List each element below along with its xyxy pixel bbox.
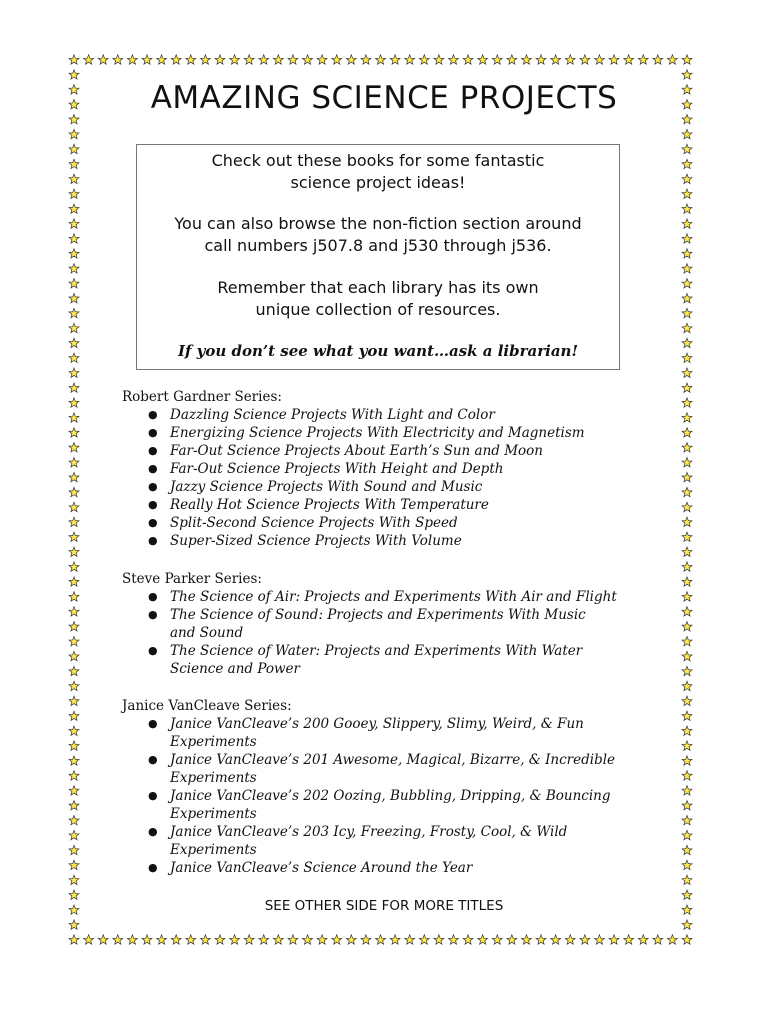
star-icon — [376, 55, 386, 64]
star-icon — [171, 935, 181, 944]
book-title — [122, 532, 662, 550]
star-icon — [609, 55, 619, 64]
star-icon — [682, 532, 692, 541]
star-icon — [682, 323, 692, 332]
star-icon — [69, 70, 79, 79]
bullet-icon: ● — [148, 516, 158, 529]
star-icon — [682, 636, 692, 645]
star-icon — [667, 935, 677, 944]
star-icon — [419, 55, 429, 64]
star-icon — [478, 55, 488, 64]
star-icon — [84, 935, 94, 944]
star-icon — [638, 55, 648, 64]
series-header: Steve Parker Series: — [122, 571, 262, 587]
star-icon — [69, 711, 79, 720]
star-icon — [69, 100, 79, 109]
book-title — [122, 406, 662, 424]
intro-line: Check out these books for some fantastic — [211, 151, 545, 170]
star-icon — [69, 935, 79, 944]
star-icon — [69, 726, 79, 735]
star-icon — [551, 55, 561, 64]
star-icon — [69, 771, 79, 780]
star-icon — [69, 323, 79, 332]
star-icon — [69, 905, 79, 914]
star-icon — [682, 935, 692, 944]
star-icon — [142, 935, 152, 944]
star-icon — [667, 55, 677, 64]
star-icon — [230, 935, 240, 944]
series-section-parker — [122, 570, 662, 678]
book-title — [122, 588, 662, 606]
star-icon — [682, 875, 692, 884]
star-icon — [69, 532, 79, 541]
star-icon — [682, 398, 692, 407]
star-icon — [69, 815, 79, 824]
series-section-vancleave — [122, 697, 662, 877]
star-icon — [69, 219, 79, 228]
star-icon — [536, 935, 546, 944]
star-icon — [624, 55, 634, 64]
star-icon — [682, 622, 692, 631]
book-list — [122, 715, 662, 877]
intro-line: You can also browse the non-fiction section around — [174, 214, 582, 233]
star-icon — [682, 204, 692, 213]
star-icon — [69, 830, 79, 839]
star-icon — [69, 368, 79, 377]
intro-line: call numbers j507.8 and j530 through j536. — [204, 236, 552, 255]
star-icon — [69, 264, 79, 273]
star-icon — [69, 756, 79, 765]
star-icon — [682, 279, 692, 288]
star-icon — [157, 935, 167, 944]
star-icon — [682, 592, 692, 601]
bullet-icon: ● — [148, 825, 158, 838]
footer-note: SEE OTHER SIDE FOR MORE TITLES — [264, 898, 504, 914]
star-icon — [682, 308, 692, 317]
star-icon — [69, 562, 79, 571]
star-icon — [215, 935, 225, 944]
star-icon — [69, 845, 79, 854]
star-icon — [69, 517, 79, 526]
bullet-icon: ● — [148, 444, 158, 457]
star-icon — [551, 935, 561, 944]
star-icon — [69, 681, 79, 690]
star-icon — [682, 771, 692, 780]
star-icon — [69, 801, 79, 810]
star-icon — [69, 159, 79, 168]
star-icon — [69, 114, 79, 123]
star-icon — [244, 935, 254, 944]
star-icon — [682, 666, 692, 675]
book-title-line: Experiments — [170, 842, 257, 858]
star-icon — [638, 935, 648, 944]
star-icon — [624, 935, 634, 944]
book-title — [122, 606, 662, 642]
book-title-line: and Sound — [170, 625, 244, 641]
star-icon — [69, 144, 79, 153]
star-icon — [682, 443, 692, 452]
bullet-icon: ● — [148, 426, 158, 439]
page-title: AMAZING SCIENCE PROJECTS — [150, 80, 618, 116]
book-title — [122, 787, 662, 823]
intro-line: If you don’t see what you want…ask a librarian! — [177, 342, 579, 360]
book-title-line: Janice VanCleave’s 200 Gooey, Slippery, Slimy, Weird, & Fun — [170, 716, 584, 732]
star-icon — [463, 55, 473, 64]
book-title-line: Experiments — [170, 806, 257, 822]
star-icon — [682, 890, 692, 899]
star-icon — [84, 55, 94, 64]
bullet-icon: ● — [148, 861, 158, 874]
star-icon — [69, 55, 79, 64]
star-icon — [653, 935, 663, 944]
star-icon — [682, 144, 692, 153]
star-icon — [682, 741, 692, 750]
star-icon — [69, 696, 79, 705]
star-icon — [69, 353, 79, 362]
bullet-icon: ● — [148, 753, 158, 766]
star-icon — [69, 189, 79, 198]
star-icon — [463, 935, 473, 944]
book-title — [122, 642, 662, 678]
star-icon — [682, 159, 692, 168]
star-icon — [69, 666, 79, 675]
star-icon — [244, 55, 254, 64]
book-title — [122, 751, 662, 787]
bullet-icon: ● — [148, 534, 158, 547]
star-icon — [565, 935, 575, 944]
star-icon — [682, 264, 692, 273]
star-icon — [682, 129, 692, 138]
star-icon — [288, 55, 298, 64]
book-title-line: Experiments — [170, 770, 257, 786]
book-list — [122, 406, 662, 550]
star-icon — [682, 338, 692, 347]
star-icon — [127, 55, 137, 64]
star-icon — [507, 55, 517, 64]
star-icon — [449, 55, 459, 64]
star-icon — [492, 55, 502, 64]
series-section-gardner — [122, 388, 662, 550]
star-icon — [157, 55, 167, 64]
star-icon — [449, 935, 459, 944]
star-icon — [69, 860, 79, 869]
star-icon — [580, 55, 590, 64]
intro-line: unique collection of resources. — [255, 300, 501, 319]
star-icon — [682, 472, 692, 481]
bullet-icon: ● — [148, 608, 158, 621]
star-icon — [69, 234, 79, 243]
star-icon — [69, 249, 79, 258]
star-icon — [682, 920, 692, 929]
book-title-line: The Science of Water: Projects and Experiments With Water — [170, 643, 583, 659]
star-icon — [434, 55, 444, 64]
book-title-line: Jazzy Science Projects With Sound and Music — [170, 479, 483, 495]
star-icon — [69, 279, 79, 288]
bullet-icon: ● — [148, 717, 158, 730]
star-icon — [682, 368, 692, 377]
star-icon — [682, 815, 692, 824]
star-icon — [69, 920, 79, 929]
book-title-line: Super-Sized Science Projects With Volume — [170, 533, 462, 549]
book-title-line: Really Hot Science Projects With Temperature — [170, 497, 489, 513]
star-icon — [288, 935, 298, 944]
star-icon — [580, 935, 590, 944]
bullet-icon: ● — [148, 462, 158, 475]
book-title-line: The Science of Air: Projects and Experiments With Air and Flight — [170, 589, 617, 605]
book-title — [122, 460, 662, 478]
star-icon — [682, 726, 692, 735]
star-icon — [69, 786, 79, 795]
book-title-line: Janice VanCleave’s Science Around the Year — [170, 860, 473, 876]
star-icon — [682, 383, 692, 392]
star-icon — [69, 547, 79, 556]
star-icon — [682, 100, 692, 109]
star-icon — [682, 845, 692, 854]
bullet-icon: ● — [148, 789, 158, 802]
book-title-line: Split-Second Science Projects With Speed — [170, 515, 458, 531]
book-title-line: Science and Power — [170, 661, 300, 677]
star-icon — [682, 353, 692, 362]
star-icon — [682, 413, 692, 422]
star-icon — [69, 875, 79, 884]
star-icon — [682, 85, 692, 94]
star-icon — [682, 905, 692, 914]
star-icon — [69, 174, 79, 183]
star-icon — [69, 607, 79, 616]
star-icon — [682, 830, 692, 839]
star-icon — [682, 801, 692, 810]
star-icon — [682, 428, 692, 437]
star-icon — [682, 786, 692, 795]
star-icon — [653, 55, 663, 64]
bullet-icon: ● — [148, 644, 158, 657]
star-icon — [69, 636, 79, 645]
star-icon — [215, 55, 225, 64]
star-icon — [346, 55, 356, 64]
book-title-line: Far-Out Science Projects With Height and Depth — [170, 461, 504, 477]
star-icon — [186, 935, 196, 944]
star-icon — [186, 55, 196, 64]
star-icon — [200, 935, 210, 944]
star-icon — [419, 935, 429, 944]
star-icon — [69, 651, 79, 660]
star-icon — [113, 935, 123, 944]
star-icon — [69, 129, 79, 138]
star-icon — [69, 383, 79, 392]
star-icon — [127, 935, 137, 944]
star-icon — [507, 935, 517, 944]
star-icon — [69, 413, 79, 422]
star-icon — [434, 935, 444, 944]
star-icon — [361, 935, 371, 944]
star-icon — [405, 55, 415, 64]
star-icon — [682, 189, 692, 198]
ask-librarian-note — [137, 340, 619, 362]
book-title-line: Janice VanCleave’s 203 Icy, Freezing, Frosty, Cool, & Wild — [170, 824, 568, 840]
star-icon — [98, 935, 108, 944]
star-icon — [317, 55, 327, 64]
star-icon — [390, 935, 400, 944]
star-icon — [69, 204, 79, 213]
star-icon — [346, 935, 356, 944]
star-icon — [200, 55, 210, 64]
star-icon — [317, 935, 327, 944]
star-icon — [682, 681, 692, 690]
star-icon — [565, 55, 575, 64]
book-title-line: Janice VanCleave’s 201 Awesome, Magical, Bizarre, & Incredible — [170, 752, 616, 768]
star-icon — [682, 249, 692, 258]
star-icon — [682, 55, 692, 64]
book-title — [122, 496, 662, 514]
intro-line: science project ideas! — [290, 173, 466, 192]
book-title-line: The Science of Sound: Projects and Experiments With Music — [170, 607, 586, 623]
star-icon — [69, 741, 79, 750]
star-icon — [682, 696, 692, 705]
star-icon — [69, 622, 79, 631]
star-icon — [98, 55, 108, 64]
star-icon — [69, 85, 79, 94]
book-list — [122, 588, 662, 678]
intro-paragraph-1 — [137, 150, 619, 194]
bullet-icon: ● — [148, 498, 158, 511]
star-icon — [376, 935, 386, 944]
series-header: Janice VanCleave Series: — [122, 698, 292, 714]
star-icon — [682, 219, 692, 228]
star-icon — [536, 55, 546, 64]
star-icon — [259, 55, 269, 64]
star-icon — [682, 234, 692, 243]
star-icon — [682, 651, 692, 660]
star-icon — [492, 935, 502, 944]
intro-box — [136, 144, 620, 370]
star-icon — [69, 502, 79, 511]
book-title — [122, 823, 662, 859]
star-icon — [682, 174, 692, 183]
star-icon — [259, 935, 269, 944]
star-icon — [361, 55, 371, 64]
star-icon — [522, 55, 532, 64]
star-icon — [142, 55, 152, 64]
star-icon — [682, 293, 692, 302]
bullet-icon: ● — [148, 590, 158, 603]
star-icon — [171, 55, 181, 64]
star-icon — [682, 502, 692, 511]
star-icon — [405, 935, 415, 944]
star-icon — [594, 55, 604, 64]
book-title — [122, 442, 662, 460]
star-icon — [69, 293, 79, 302]
star-icon — [69, 308, 79, 317]
star-icon — [594, 935, 604, 944]
star-icon — [230, 55, 240, 64]
star-icon — [303, 55, 313, 64]
book-title — [122, 715, 662, 751]
star-icon — [69, 592, 79, 601]
star-icon — [682, 458, 692, 467]
star-icon — [682, 114, 692, 123]
book-title — [122, 514, 662, 532]
star-icon — [273, 935, 283, 944]
book-title-line: Janice VanCleave’s 202 Oozing, Bubbling, Dripping, & Bouncing — [170, 788, 611, 804]
star-icon — [682, 756, 692, 765]
star-icon — [682, 577, 692, 586]
star-icon — [522, 935, 532, 944]
star-icon — [69, 472, 79, 481]
star-icon — [69, 338, 79, 347]
series-header: Robert Gardner Series: — [122, 389, 282, 405]
star-icon — [682, 711, 692, 720]
book-title — [122, 424, 662, 442]
book-title — [122, 859, 662, 877]
star-icon — [69, 487, 79, 496]
book-title — [122, 478, 662, 496]
star-icon — [69, 890, 79, 899]
book-title-line: Experiments — [170, 734, 257, 750]
intro-line: Remember that each library has its own — [217, 278, 539, 297]
star-icon — [682, 607, 692, 616]
intro-paragraph-3 — [137, 277, 619, 321]
star-icon — [273, 55, 283, 64]
star-icon — [69, 443, 79, 452]
star-icon — [303, 935, 313, 944]
star-icon — [478, 935, 488, 944]
star-icon — [682, 562, 692, 571]
star-icon — [69, 398, 79, 407]
star-icon — [390, 55, 400, 64]
star-icon — [69, 428, 79, 437]
star-icon — [682, 547, 692, 556]
star-icon — [332, 55, 342, 64]
star-icon — [69, 458, 79, 467]
star-icon — [113, 55, 123, 64]
bullet-icon: ● — [148, 408, 158, 421]
star-icon — [332, 935, 342, 944]
book-title-line: Far-Out Science Projects About Earth’s Sun and Moon — [170, 443, 543, 459]
star-icon — [69, 577, 79, 586]
book-title-line: Dazzling Science Projects With Light and Color — [170, 407, 495, 423]
star-icon — [682, 517, 692, 526]
star-icon — [609, 935, 619, 944]
star-icon — [682, 487, 692, 496]
bullet-icon: ● — [148, 480, 158, 493]
star-icon — [682, 70, 692, 79]
book-title-line: Energizing Science Projects With Electricity and Magnetism — [170, 425, 585, 441]
intro-paragraph-2 — [137, 213, 619, 257]
star-icon — [682, 860, 692, 869]
